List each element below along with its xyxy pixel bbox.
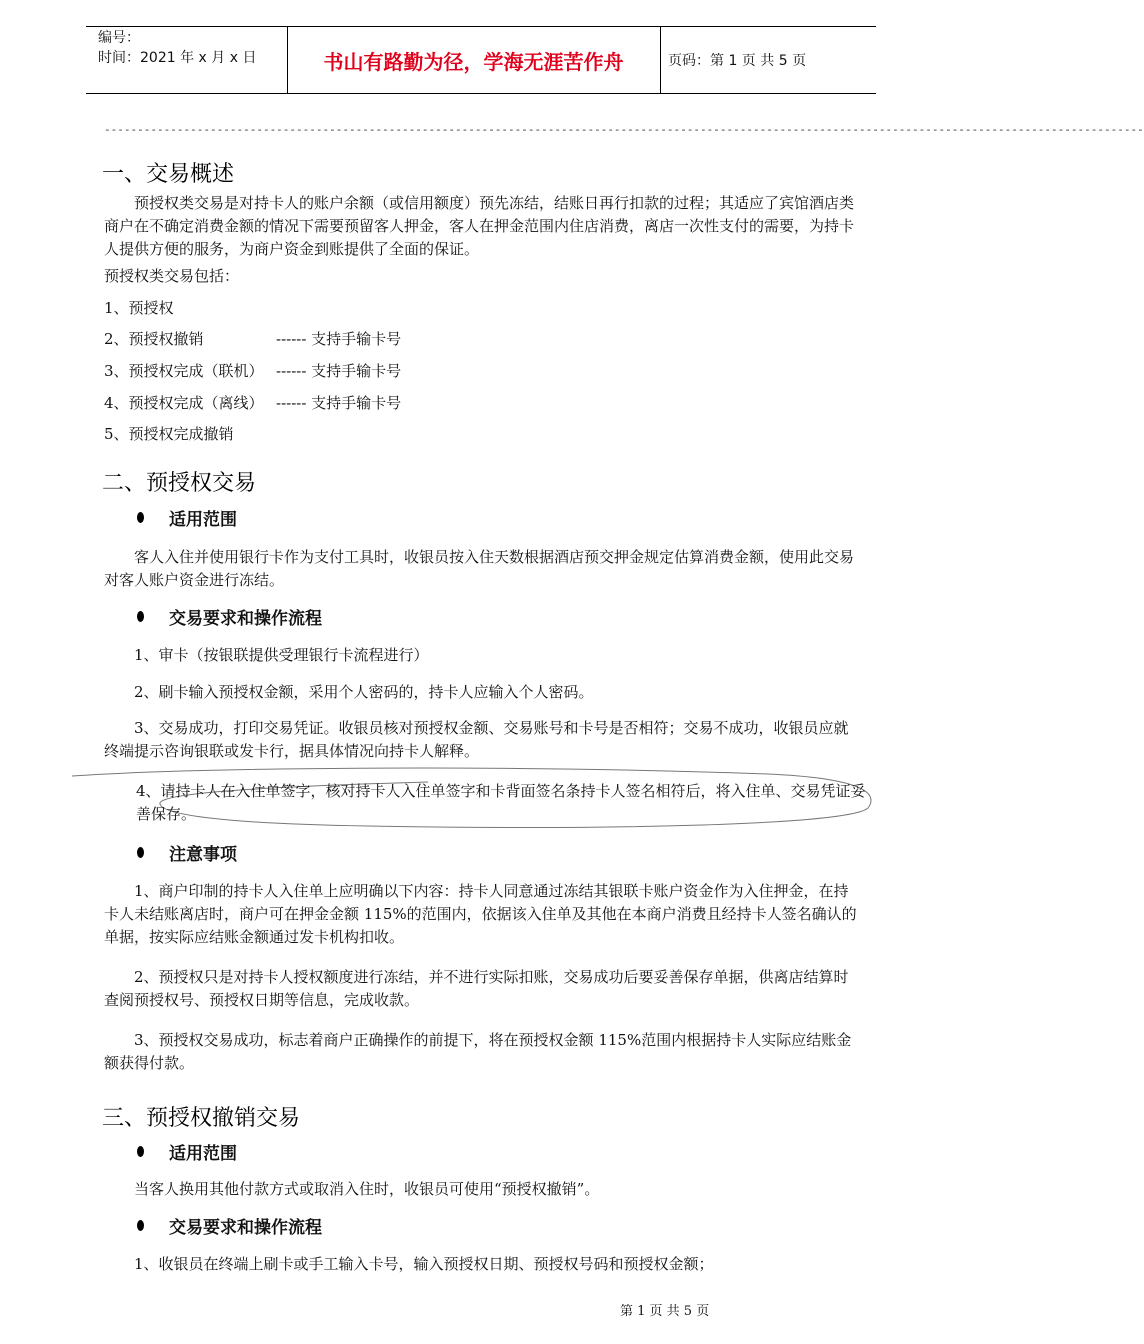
section-1-intro: 预授权类交易是对持卡人的账户余额（或信用额度）预先冻结，结账日再行扣款的过程；其适应了宾馆酒店类商户在不确定消费金额的情况下需要预留客人押金，客人在押金范围内住店消费，离店一次性支付的需要，为持卡人提供方便的服务，为商户资金到账提供了全面的保证。 [104,194,855,258]
subheading-flow: 交易要求和操作流程 [137,1214,322,1236]
bullet-icon [137,611,144,622]
list-item: 2、预授权撤销 [104,330,204,348]
list-item: 5、预授权完成撤销 [104,425,234,443]
list-item: 1、预授权 [104,299,174,317]
dashed-separator: ------------------------------------------------------------------------------------------------------------------------------------------------------------- [104,123,1144,136]
header-meta [86,27,286,93]
subheading-scope: 适用范围 [137,1140,237,1162]
note-item: 2、预授权只是对持卡人授权额度进行冻结，并不进行实际扣账，交易成功后要妥善保存单据，供离店结算时查阅预授权号、预授权日期等信息，完成收款。 [104,968,849,1009]
flow-step-4: 4、请持卡人在入住单签字，核对持卡人入住单签字和卡背面签名条持卡人签名相符后，将入住单、交易凭证妥善保存。 [136,782,866,823]
bullet-icon [137,512,144,523]
section-2-title: 二、预授权交易 [102,471,257,496]
header-motto: 书山有路勤为径，学海无涯苦作舟 [323,49,624,74]
subheading-flow: 交易要求和操作流程 [137,605,322,627]
scope-text: 客人入住并使用银行卡作为支付工具时，收银员按入住天数根据酒店预交押金规定估算消费金额，使用此交易对客人账户资金进行冻结。 [104,548,855,589]
list-intro: 预授权类交易包括： [104,267,240,285]
list-item-note: ------ 支持手输卡号 [276,362,402,380]
scope-text: 当客人换用其他付款方式或取消入住时，收银员可使用“预授权撤销”。 [134,1180,600,1198]
bullet-icon [137,847,144,858]
flow-step: 3、交易成功，打印交易凭证。收银员核对预授权金额、交易账号和卡号是否相符；交易不成功，收银员应就终端提示咨询银联或发卡行，据具体情况向持卡人解释。 [104,719,849,760]
subheading-notes: 注意事项 [137,841,237,863]
list-item-note: ------ 支持手输卡号 [276,394,402,412]
note-item: 1、商户印制的持卡人入住单上应明确以下内容：持卡人同意通过冻结其银联卡账户资金作为入住押金，在持卡人未结账离店时，商户可在押金金额 115%的范围内，依据该入住单及其他在本商户消费且经持卡人签名确认的单据，按实际应结账金额通过发卡机构扣收。 [104,882,857,946]
note-item: 3、预授权交易成功，标志着商户正确操作的前提下，将在预授权金额 115%范围内根据持卡人实际应结账金额获得付款。 [104,1031,852,1072]
page-header [86,26,876,94]
time-label: 时间：2021 年 x 月 x 日 [98,50,257,66]
page-footer: 第 1 页 共 5 页 [620,1304,710,1319]
list-item: 3、预授权完成（联机） [104,362,264,380]
list-item: 4、预授权完成（离线） [104,394,264,412]
flow-step: 1、收银员在终端上刷卡或手工输入卡号，输入预授权日期、预授权号码和预授权金额； [134,1255,714,1273]
flow-step: 1、审卡（按银联提供受理银行卡流程进行） [134,646,429,664]
bullet-icon [137,1220,144,1231]
section-1-title: 一、交易概述 [102,162,235,187]
number-label: 编号： [98,30,140,46]
bullet-icon [137,1146,144,1157]
section-3-title: 三、预授权撤销交易 [102,1106,301,1131]
subheading-scope: 适用范围 [137,506,237,528]
list-item-note: ------ 支持手输卡号 [276,330,402,348]
header-page-number: 页码：第 1 页 共 5 页 [668,53,807,69]
flow-step: 2、刷卡输入预授权金额，采用个人密码的，持卡人应输入个人密码。 [134,683,594,701]
header-divider [660,27,661,93]
